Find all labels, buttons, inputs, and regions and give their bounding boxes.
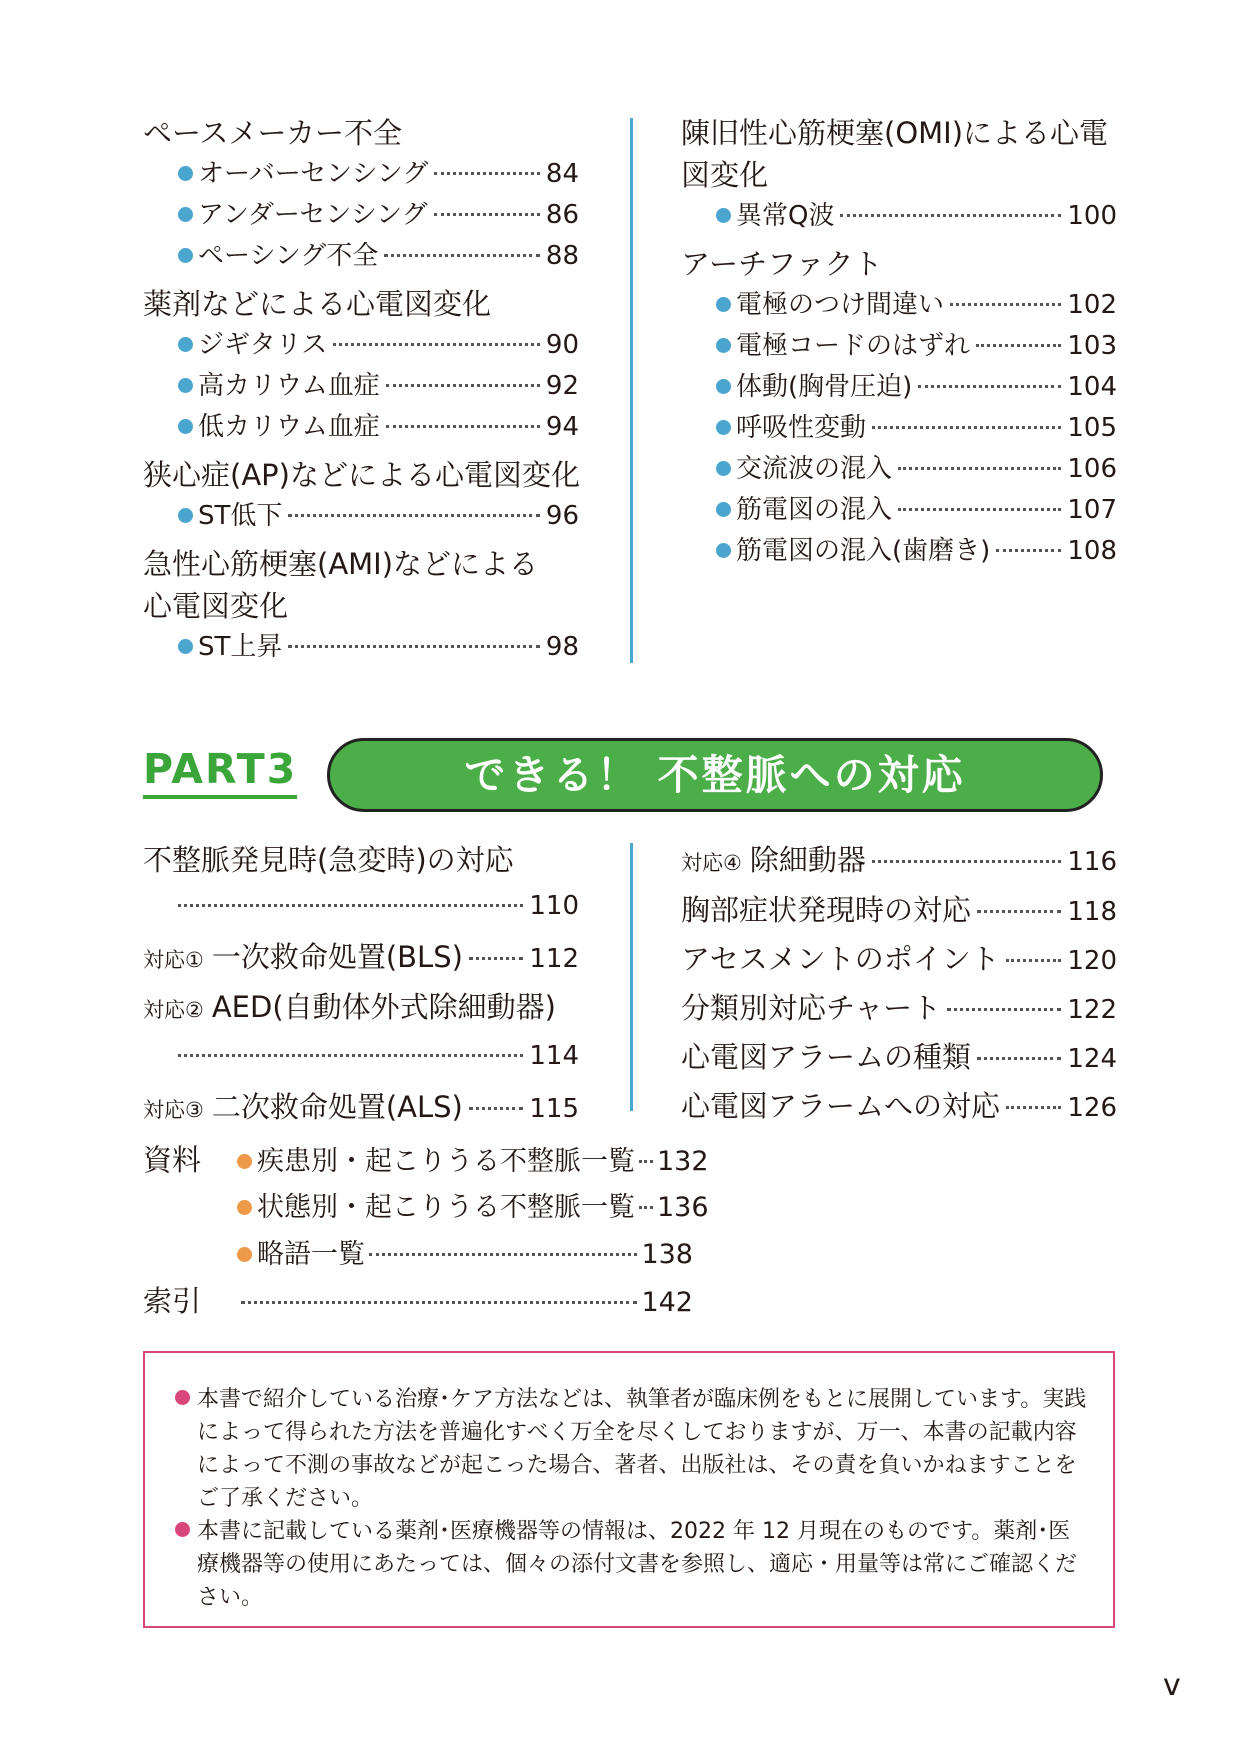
- leader-dots: [386, 425, 540, 428]
- entry-label: 一次救命処置(BLS): [211, 940, 463, 974]
- page-number: 110: [529, 891, 579, 921]
- entry-label: ペーシング不全: [198, 241, 379, 271]
- bullet-icon: [716, 338, 731, 353]
- leader-dots: [241, 1301, 637, 1304]
- leader-dots: [288, 645, 540, 648]
- leader-dots: [288, 514, 540, 517]
- page-number: 112: [529, 944, 579, 974]
- page-number: 126: [1067, 1093, 1117, 1123]
- leader-dots: [996, 549, 1061, 552]
- entry-label: 低カリウム血症: [198, 412, 380, 442]
- notice-paragraph: [175, 1383, 1089, 1515]
- leader-dots: [898, 508, 1061, 511]
- entry-label: 異常Q波: [736, 201, 835, 231]
- bullet-icon: [716, 543, 731, 558]
- leader-dots: [434, 213, 540, 216]
- toc-entry[interactable]: [681, 408, 1117, 449]
- page-number: 118: [1067, 897, 1117, 927]
- part-banner: できる！ 不整脈への対応: [327, 738, 1103, 812]
- toc-entry[interactable]: [143, 366, 579, 407]
- bullet-icon: [178, 207, 193, 222]
- page-number: 102: [1067, 290, 1117, 320]
- leader-dots: [1006, 959, 1062, 962]
- part-label: PART3: [143, 744, 297, 799]
- entry-label: 心電図アラームの種類: [681, 1040, 972, 1074]
- bullet-icon: [237, 1247, 252, 1262]
- entry-label: 略語一覧: [257, 1239, 365, 1270]
- materials-section: [143, 1138, 709, 1326]
- page-number: 107: [1067, 495, 1117, 525]
- entry-label: 心電図アラームへの対応: [681, 1089, 1001, 1123]
- leader-dots: [384, 254, 540, 257]
- bullet-icon: [175, 1522, 190, 1537]
- leader-dots: [872, 860, 1062, 863]
- leader-dots: [333, 343, 540, 346]
- materials-heading: 資料: [143, 1143, 202, 1177]
- toc-entry-pageline: [143, 884, 579, 928]
- bullet-icon: [716, 208, 731, 223]
- entry-label: アセスメントのポイント: [681, 942, 1000, 976]
- entry-label: 疾患別・起こりうる不整脈一覧: [257, 1146, 635, 1177]
- toc-top-right: [681, 112, 1117, 572]
- section-title: 陳旧性心筋梗塞(OMI)による心電: [681, 116, 1109, 150]
- leader-dots: [386, 384, 540, 387]
- page-number: 114: [529, 1041, 579, 1071]
- page-number: 90: [545, 330, 579, 360]
- toc-entry[interactable]: [681, 449, 1117, 490]
- leader-dots: [976, 344, 1061, 347]
- toc-entry[interactable]: [143, 496, 579, 537]
- page-number: 84: [545, 159, 579, 189]
- leader-dots: [872, 426, 1061, 429]
- response-tag: 対応②: [143, 998, 204, 1022]
- entry-label: 胸部症状発現時の対応: [681, 893, 972, 927]
- toc-entry[interactable]: [143, 407, 579, 448]
- page-number: 108: [1067, 536, 1117, 566]
- bullet-icon: [716, 379, 731, 394]
- page-number: 115: [529, 1094, 579, 1124]
- entry-label: ST上昇: [198, 632, 283, 662]
- entry-label: ST低下: [198, 501, 283, 531]
- toc-entry[interactable]: [681, 367, 1117, 408]
- toc-entry[interactable]: [143, 236, 579, 277]
- section-title: ペースメーカー不全: [143, 116, 402, 150]
- toc-entry[interactable]: [143, 1232, 693, 1279]
- leader-dots: [369, 1253, 637, 1256]
- page-number: 103: [1067, 331, 1117, 361]
- entry-label: ジギタリス: [198, 330, 328, 360]
- toc-entry-title[interactable]: 不整脈発見時(急変時)の対応: [143, 843, 514, 877]
- entry-label: AED(自動体外式除細動器): [211, 990, 556, 1024]
- toc-entry[interactable]: [143, 195, 579, 236]
- leader-dots: [434, 172, 540, 175]
- leader-dots: [840, 214, 1061, 217]
- page-number: 132: [657, 1146, 709, 1177]
- leader-dots: [178, 904, 523, 907]
- bullet-icon: [178, 248, 193, 263]
- toc-top-left: [143, 112, 579, 668]
- leader-dots: [918, 385, 1061, 388]
- response-tag: 対応①: [143, 948, 204, 972]
- toc-entry[interactable]: [143, 627, 579, 668]
- entry-label: 電極コードのはずれ: [736, 331, 971, 361]
- column-divider: [630, 118, 633, 663]
- index-heading: 索引: [143, 1284, 202, 1318]
- page-number: 94: [545, 412, 579, 442]
- page-number: 120: [1067, 946, 1117, 976]
- toc-entry[interactable]: [681, 837, 1117, 887]
- toc-entry[interactable]: [681, 985, 1117, 1034]
- entry-label: 状態別・起こりうる不整脈一覧: [257, 1192, 635, 1223]
- section-title: 薬剤などによる心電図変化: [143, 287, 492, 321]
- toc-entry[interactable]: [681, 1083, 1117, 1132]
- entry-label: オーバーセンシング: [198, 159, 429, 189]
- leader-dots: [178, 1054, 523, 1057]
- toc-entry[interactable]: [681, 1034, 1117, 1083]
- leader-dots: [639, 1206, 653, 1209]
- section-title-cont: 心電図変化: [143, 589, 289, 623]
- page-number: 136: [657, 1192, 709, 1223]
- toc-entry-title[interactable]: [143, 984, 579, 1034]
- toc-entry[interactable]: [681, 490, 1117, 531]
- bullet-icon: [237, 1200, 252, 1215]
- page-number: 104: [1067, 372, 1117, 402]
- page-number: 96: [545, 501, 579, 531]
- leader-dots: [469, 957, 523, 960]
- notice-text: 本書に記載している薬剤･医療機器等の情報は、2022 年 12 月現在のものです。薬剤･医療機器等の使用にあたっては、個々の添付文書を参照し、適応・用量等は常にご確認ください。: [197, 1519, 1078, 1610]
- toc-entry-index[interactable]: [143, 1279, 693, 1326]
- entry-label: 筋電図の混入(歯磨き): [736, 536, 991, 566]
- bullet-icon: [178, 378, 193, 393]
- toc-entry[interactable]: [143, 154, 579, 195]
- section-title-cont: 図変化: [681, 158, 769, 192]
- toc-entry[interactable]: [143, 934, 579, 984]
- section-title: 狭心症(AP)などによる心電図変化: [143, 458, 580, 492]
- leader-dots: [977, 910, 1061, 913]
- entry-label: 電極のつけ間違い: [736, 290, 945, 320]
- toc-entry[interactable]: [681, 531, 1117, 572]
- page-number: 122: [1067, 995, 1117, 1025]
- leader-dots: [977, 1057, 1061, 1060]
- leader-dots: [898, 467, 1061, 470]
- leader-dots: [950, 303, 1061, 306]
- page-number: 98: [545, 632, 579, 662]
- bullet-icon: [178, 419, 193, 434]
- response-tag: 対応④: [681, 851, 742, 875]
- entry-label: 分類別対応チャート: [681, 991, 942, 1025]
- toc-entry[interactable]: [143, 1138, 709, 1185]
- page-number: 105: [1067, 413, 1117, 443]
- toc-entry-pageline: [143, 1034, 579, 1078]
- page-number: 116: [1067, 847, 1117, 877]
- column-divider: [630, 843, 633, 1111]
- bullet-icon: [716, 297, 731, 312]
- bullet-icon: [716, 502, 731, 517]
- page-number: 88: [545, 241, 579, 271]
- page-number: 92: [545, 371, 579, 401]
- entry-label: 交流波の混入: [736, 454, 893, 484]
- page-number: 100: [1067, 201, 1117, 231]
- bullet-icon: [716, 461, 731, 476]
- bullet-icon: [175, 1390, 190, 1405]
- page-number-footer: v: [1163, 1668, 1181, 1703]
- notice-box: [143, 1351, 1115, 1628]
- page-number: 106: [1067, 454, 1117, 484]
- toc-entry[interactable]: [681, 887, 1117, 936]
- entry-label: 体動(胸骨圧迫): [736, 372, 913, 402]
- section-title: アーチファクト: [681, 247, 883, 281]
- page-number: 86: [545, 200, 579, 230]
- entry-label: 除細動器: [749, 843, 866, 877]
- toc-entry[interactable]: [143, 1185, 709, 1232]
- entry-label: 二次救命処置(ALS): [211, 1090, 463, 1124]
- bullet-icon: [178, 508, 193, 523]
- leader-dots: [947, 1008, 1061, 1011]
- leader-dots: [1006, 1106, 1061, 1109]
- toc-entry[interactable]: [143, 325, 579, 366]
- entry-label: 呼吸性変動: [736, 413, 867, 443]
- entry-label: 筋電図の混入: [736, 495, 893, 525]
- entry-label: アンダーセンシング: [198, 200, 428, 230]
- part3-left: [143, 837, 579, 1134]
- toc-entry[interactable]: [681, 936, 1117, 985]
- page-number: 124: [1067, 1044, 1117, 1074]
- toc-entry[interactable]: [681, 196, 1117, 237]
- page-number: 138: [641, 1239, 693, 1270]
- bullet-icon: [237, 1154, 252, 1169]
- bullet-icon: [178, 337, 193, 352]
- bullet-icon: [716, 420, 731, 435]
- bullet-icon: [178, 166, 193, 181]
- page-number: 142: [641, 1287, 693, 1318]
- bullet-icon: [178, 639, 193, 654]
- entry-label: 高カリウム血症: [198, 371, 380, 401]
- leader-dots: [469, 1107, 523, 1110]
- notice-paragraph: [175, 1515, 1089, 1614]
- toc-entry[interactable]: [681, 326, 1117, 367]
- response-tag: 対応③: [143, 1098, 204, 1122]
- section-title: 急性心筋梗塞(AMI)などによる: [143, 547, 539, 581]
- notice-text: 本書で紹介している治療･ケア方法などは、執筆者が臨床例をもとに展開しています。実践によって得られた方法を普遍化すべく万全を尽くしておりますが、万一、本書の記載内容によって不測の事故などが起こった場合、著者、出版社は、その責を負いかねますことをご了承ください。: [197, 1387, 1087, 1511]
- part3-right: [681, 837, 1117, 1132]
- leader-dots: [639, 1160, 653, 1163]
- toc-entry[interactable]: [143, 1084, 579, 1134]
- toc-entry[interactable]: [681, 285, 1117, 326]
